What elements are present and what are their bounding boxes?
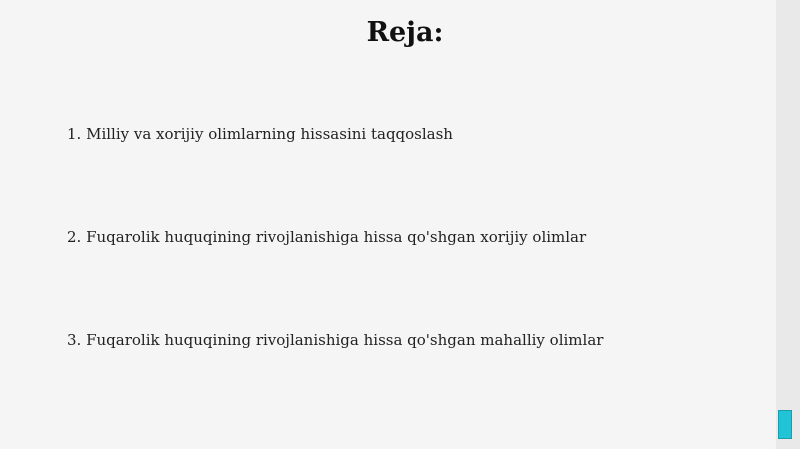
plan-item-2: 2. Fuqarolik huquqining rivojlanishiga hissa qo'shgan xorijiy olimlar bbox=[67, 228, 587, 246]
slide-title: Reja: bbox=[366, 17, 444, 48]
plan-item-3: 3. Fuqarolik huquqining rivojlanishiga hissa qo'shgan mahalliy olimlar bbox=[67, 331, 604, 349]
plan-item-1: 1. Milliy va xorijiy olimlarning hissasini taqqoslash bbox=[67, 125, 453, 143]
scrollbar-thumb[interactable] bbox=[778, 410, 792, 439]
vertical-scrollbar[interactable] bbox=[776, 0, 800, 449]
